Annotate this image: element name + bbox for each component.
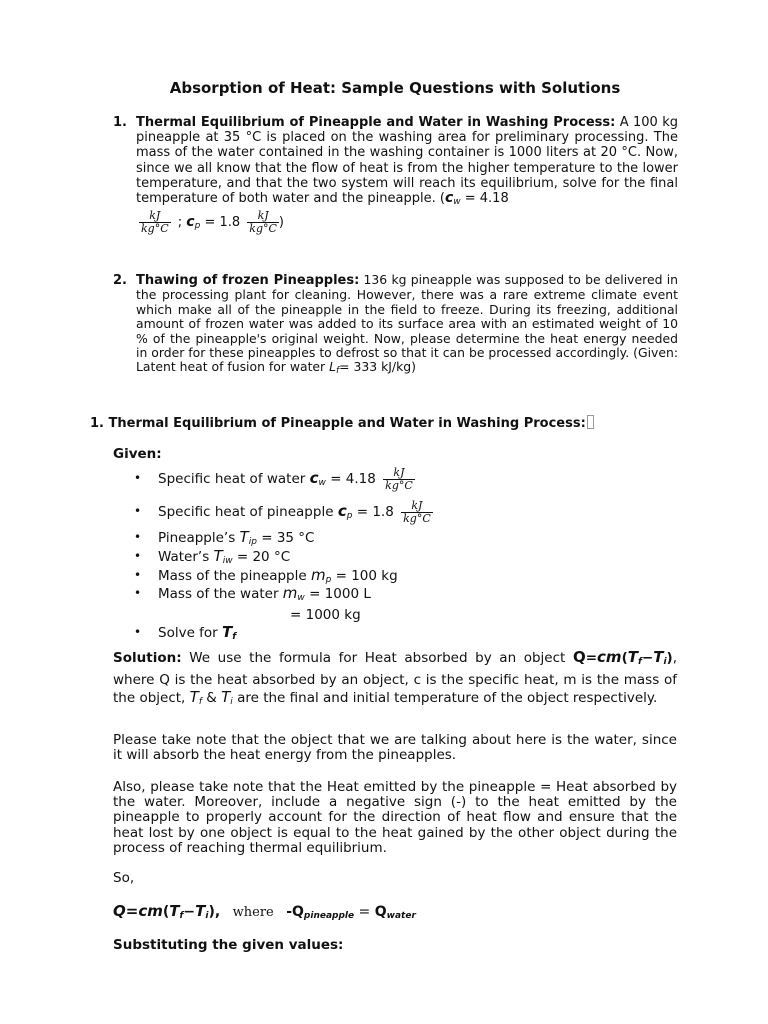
question-number: 1. [113, 115, 127, 130]
question-2: 2. Thawing of frozen Pineapples: 136 kg pineapple was supposed to be delivered in the processing plant for cleaning. However, there was a rare extreme climate event which make all of the pineapple in the field to freeze. During its freezing, additional amount of frozen water was added to its surface area with an estimated weight of 10 % of the pineapple's original weight. Now, please determine the heat energy needed in order for these pineapples to defrost so that it can be processed accordingly. (Given: Latent heat of fusion for water $L_f= 333$ kJ/kg) [113, 272, 678, 377]
question-heading: Thermal Equilibrium of Pineapple and Water in Washing Process: [136, 115, 616, 130]
substituting-heading: Substituting the given values: [113, 937, 344, 953]
question-number: 2. [113, 273, 127, 288]
bookmark-marker [587, 415, 594, 429]
question-text: 136 kg pineapple was supposed to be delivered in the processing plant for cleaning. However, there was a rare extreme climate event which make all of the pineapple in the field to freeze. During its freezing, additional amount of frozen water was added to its surface area with an estimated weight of 10 % of the pineapple's original weight. Now, please determine the heat energy needed in order for these pineapples to defrost so that it can be processed accordingly. (Given: Latent heat of fusion for water [136, 272, 678, 375]
question-heading: Thawing of frozen Pineapples: [136, 273, 360, 288]
given-list [113, 466, 613, 643]
so-text: So, [113, 870, 135, 886]
unit-fraction: $\frac{kJ}{kg^\circ C}$ [385, 465, 413, 492]
list-item: • Specific heat of water $c_w = 4.18$ $\frac{kJ}{kg^\circ C}$ [113, 466, 613, 496]
list-item: • Solve for $T_f$ [113, 621, 613, 643]
list-item: • Mass of the water $m_w = 1000$ L = 1000 kg [113, 585, 613, 619]
list-item: • Specific heat of pineapple $c_p = 1.8$ $\frac{kJ}{kg^\circ C}$ [113, 496, 613, 528]
unit-fraction: $\frac{kJ}{kg^\circ C}$ [141, 209, 169, 236]
solution-label: Solution: [113, 650, 182, 666]
document-title: Absorption of Heat: Sample Questions with Solutions [169, 79, 621, 97]
section-heading: 1. Thermal Equilibrium of Pineapple and Water in Washing Process: [90, 415, 594, 431]
unit-fraction: $\frac{kJ}{kg^\circ C}$ [249, 209, 277, 236]
list-item: • Water’s $T_{iw} = 20$ °C [113, 547, 613, 566]
note-paragraph: Also, please take note that the Heat emitted by the pineapple = Heat absorbed by the water. Moreover, include a negative sign (-) to the heat emitted by the pineapple to properly account for the direction of heat flow and ensure that the heat lost by one object is equal to the heat gained by the other object during the process of reaching thermal equilibrium. [113, 779, 677, 856]
note-paragraph: Please take note that the object that we are talking about here is the water, since it will absorb the heat energy from the pineapples. [113, 732, 677, 764]
unit-fraction: $\frac{kJ}{kg^\circ C}$ [403, 498, 431, 525]
question-text: A 100 kg pineapple at 35 °C is placed on the washing area for preliminary processing. The mass of the water contained in the washing container is 1000 liters at 20 °C. Now, since we all know that the flow of heat is from the higher temperature to the lower temperature, and that the two system will reach its equilibrium, solve for the final temperature of both water and the pineapple. ( [136, 115, 678, 207]
heat-balance-formula: $Q=cm(T_f-T_i)$, where $-Q_{pineapple} = Q_{water}$ [113, 902, 416, 921]
question-1: 1. Thermal Equilibrium of Pineapple and Water in Washing Process: A 100 kg pineapple at 35 °C is placed on the washing area for preliminary processing. The mass of the water contained in the washing container is 1000 liters at 20 °C. Now, since we all know that the flow of heat is from the higher temperature to the lower temperature, and that the two system will reach its equilibrium, solve for the final temperature of both water and the pineapple. ($c_w = 4.18$ $\frac{kJ}{kg^\circ C}$ ; $c_p = 1.8$ $\frac{kJ}{kg^\circ C}$ ) [113, 115, 678, 236]
list-item: • Pineapple’s $T_{ip} = 35$ °C [113, 528, 613, 547]
list-item: • Mass of the pineapple $m_p = 100$ kg [113, 566, 613, 585]
given-label: Given: [113, 446, 162, 462]
solution-paragraph: Solution: We use the formula for Heat absorbed by an object $Q=cm(T_f-T_i)$, where Q is the heat absorbed by an object, c is the specific heat, m is the mass of the object, $T_f$ & $T_i$ are the final and initial temperature of the object respectively. [113, 648, 677, 708]
